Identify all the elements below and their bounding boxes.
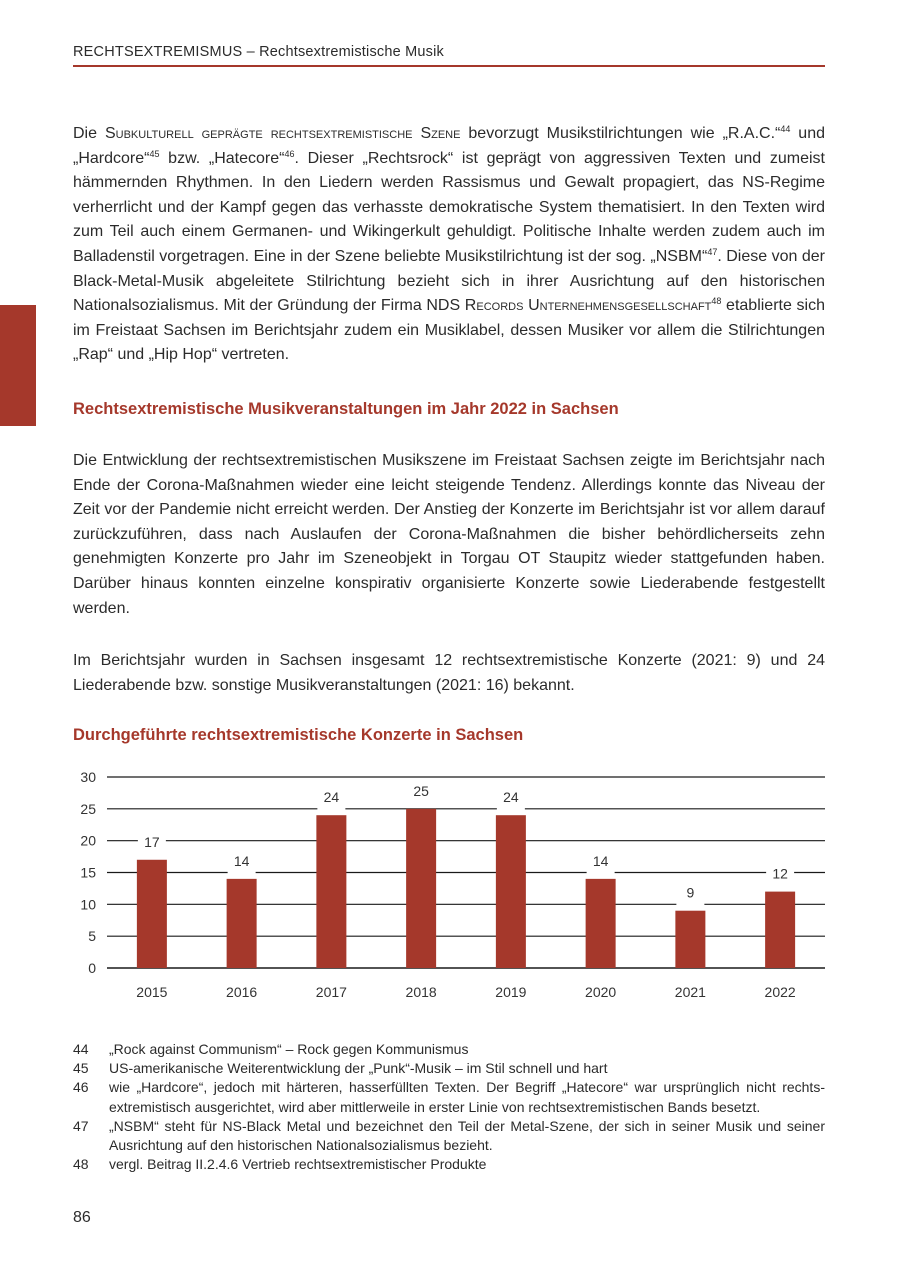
y-tick-label: 10 — [80, 896, 96, 913]
bar — [496, 815, 526, 968]
footnote-ref-47[interactable]: 47 — [707, 246, 718, 257]
footnote-ref-48[interactable]: 48 — [711, 296, 722, 307]
paragraph-3: Im Berichtsjahr wurden in Sachsen insgesamt 12 rechtsextremistische Konzerte (2021: 9) und 24 Liederabende bzw. sonstige Musikveranstaltungen (2021: 16) bekannt. — [73, 652, 825, 694]
data-label: 24 — [503, 789, 519, 806]
footnote-48 — [73, 1155, 825, 1174]
footnote-44 — [73, 1040, 825, 1059]
p1-text-d: und „Hardcore“ — [73, 125, 826, 167]
bar — [765, 892, 795, 968]
p1-text-a: Die — [73, 125, 105, 142]
x-tick-label: 2016 — [226, 984, 258, 1000]
footnote-text: vergl. Beitrag II.2.4.6 Vertrieb rechtsextremistischer Produkte — [109, 1156, 487, 1173]
y-tick-label: 5 — [88, 928, 96, 945]
x-tick-label: 2019 — [495, 984, 527, 1000]
footnotes — [73, 1040, 825, 1174]
bar — [316, 815, 346, 968]
x-tick-label: 2020 — [585, 984, 617, 1000]
p1-smallcaps-company: NDS Records Unternehmensgesellschaft — [426, 297, 712, 315]
footnote-text: „Rock against Communism“ – Rock gegen Kommunismus — [109, 1041, 469, 1057]
p1-smallcaps-scene: Subkulturell geprägte rechtsextremistische Szene — [104, 125, 461, 142]
footnote-46 — [73, 1078, 825, 1116]
bar — [586, 879, 616, 968]
footnote-number: 48 — [73, 1156, 89, 1173]
p1-text-e: bzw. „Hatecore“ — [159, 149, 285, 167]
chapter-side-tab — [0, 305, 36, 426]
y-tick-label: 30 — [80, 769, 96, 785]
y-tick-label: 25 — [80, 800, 96, 817]
x-tick-label: 2018 — [405, 984, 437, 1000]
page-number: 86 — [73, 1209, 91, 1226]
footnote-text: US-amerikanische Weiterentwicklung der „Punk“-Musik – im Stil schnell und hart — [109, 1060, 608, 1077]
footnote-number: 46 — [73, 1079, 89, 1096]
footnote-ref-44[interactable]: 44 — [780, 124, 791, 134]
data-label: 9 — [686, 884, 695, 901]
x-tick-label: 2021 — [674, 984, 706, 1000]
data-label: 14 — [592, 852, 609, 869]
data-label: 24 — [323, 789, 340, 806]
footnote-text: wie „Hardcore“, jedoch mit härteren, hasserfüllten Texten. Der Begriff „Hatecore“ war ursprünglich nicht rechtsextremistisch ausgerichtet, wird aber mittlerweile in erster Linie von rechtsextremistischen Bands besetzt. — [109, 1079, 825, 1115]
x-tick-label: 2017 — [315, 984, 347, 1000]
footnote-text: „NSBM“ steht für NS-Black Metal und bezeichnet den Teil der Metal-Szene, der sich in seiner Musik und seiner Ausrichtung auf den historischen Nationalsozialismus bezieht. — [109, 1117, 825, 1154]
section-heading: Rechtsextremistische Musikveranstaltungen im Jahr 2022 in Sachsen — [73, 400, 619, 418]
p1-text-g: . Diese von der Black-Metal-Musik abgeleitete Stilrichtung bezieht sich in ihrer Ausrichtung auf den historischen Nationalsozialismus. Mit der Gründung der Firma — [73, 247, 825, 315]
footnote-45 — [73, 1059, 825, 1078]
data-label: 14 — [233, 852, 250, 869]
paragraph-1 — [73, 122, 825, 368]
bar — [137, 860, 167, 968]
running-header: RECHTSEXTREMISMUS – Rechtsextremistische Musik — [73, 44, 444, 60]
data-label: 12 — [772, 865, 788, 882]
footnote-ref-45[interactable]: 45 — [149, 148, 160, 159]
data-label: 25 — [413, 782, 429, 799]
y-tick-label: 0 — [88, 960, 96, 976]
x-tick-label: 2015 — [136, 984, 168, 1000]
footnote-number: 44 — [73, 1041, 89, 1057]
footnote-ref-46[interactable]: 46 — [284, 148, 295, 159]
bar-chart — [60, 760, 840, 1010]
footnote-number: 47 — [73, 1117, 89, 1134]
footnote-number: 45 — [73, 1060, 89, 1077]
bar — [406, 809, 436, 968]
footnote-47 — [73, 1117, 825, 1155]
p1-text-f: . Dieser „Rechtsrock“ ist geprägt von aggressiven Texten und zumeist hämmernden Rhythmen. In den Liedern werden Rassismus und Gewalt propagiert, das NS-Regime verherrlicht und der Kampf gegen das verhasste demokratische System thematisiert. In den Texten wird zum Teil auch einem Germanen- und Wikingerkult gehuldigt. Politische Inhalte werden zudem auch im Balladenstil vorgetragen. Eine in der Szene beliebte Musikstilrichtung ist der sog. „NSBM“ — [73, 149, 826, 265]
p1-text-c: bevorzugt Musikstilrichtungen wie „R.A.C.“ — [460, 125, 781, 142]
bar — [227, 879, 257, 968]
data-label: 17 — [144, 833, 160, 850]
x-tick-label: 2022 — [764, 984, 796, 1000]
p1-text-i: etablierte sich im Freistaat Sachsen im Berichtsjahr zudem ein Musiklabel, dessen Musiker vor allem die Stilrichtungen „Rap“ und „Hip Hop“ vertreten. — [73, 297, 825, 364]
header-rule — [73, 65, 825, 67]
chart-title: Durchgeführte rechtsextremistische Konzerte in Sachsen — [73, 726, 524, 744]
y-tick-label: 20 — [80, 832, 96, 849]
paragraph-2: Die Entwicklung der rechtsextremistischen Musikszene im Freistaat Sachsen zeigte im Berichtsjahr nach Ende der Corona-Maßnahmen wieder eine leicht steigende Tendenz. Allerdings konnte das Niveau der Zeit vor der Pandemie nicht erreicht werden. Der Anstieg der Konzerte im Berichtsjahr ist vor allem darauf zurückzuführen, dass nach Auslaufen der Corona-Maßnahmen die bisher behördlicherseits zehn genehmigten Konzerte pro Jahr im Szeneobjekt in Torgau OT Staupitz wieder stattgefunden haben. Darüber hinaus konnten einzelne konspirativ organisierte Konzerte sowie Liederabende festgestellt werden. — [73, 452, 825, 617]
bar — [675, 911, 705, 968]
y-tick-label: 15 — [80, 864, 96, 881]
